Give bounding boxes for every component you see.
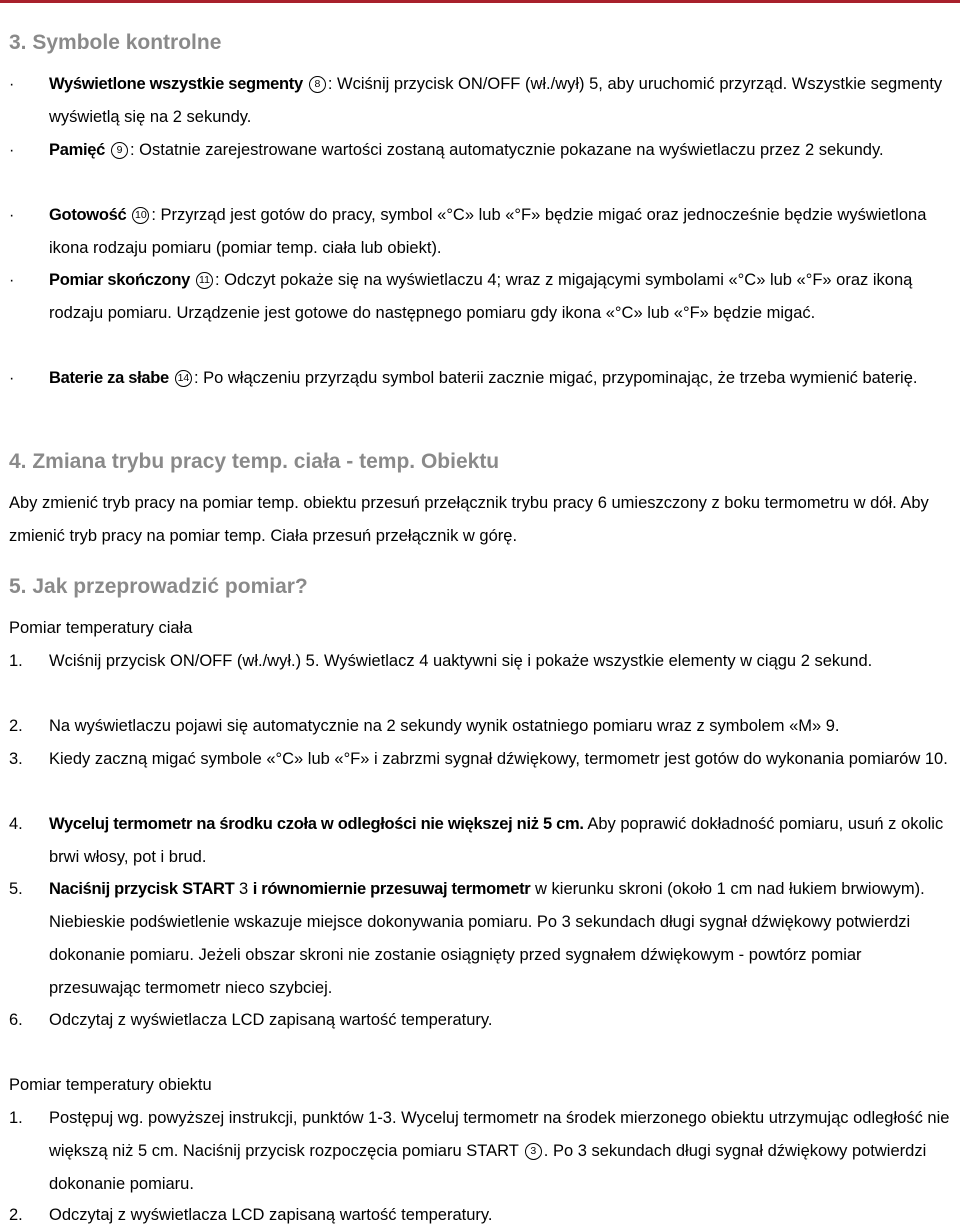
- circled-number: 10: [132, 207, 149, 224]
- bullet: ·: [9, 272, 15, 289]
- object-measurement-title: Pomiar temperatury obiektu: [9, 1076, 212, 1094]
- list-item: 1. Postępuj wg. powyższej instrukcji, punktów 1-3. Wyceluj termometr na środek mierzonego obiektu utrzymując odległość nie większą niż 5 cm. Naciśnij przycisk rozpoczęcia pomiaru START 3 . Po 3 sekundach długi sygnał dźwiękowy potwierdzi dokonanie pomiaru.: [9, 1109, 950, 1193]
- body-measurement-title: Pomiar temperatury ciała: [9, 619, 193, 637]
- list-item: 2. Na wyświetlaczu pojawi się automatycznie na 2 sekundy wynik ostatniego pomiaru wraz z symbolem «M» 9.: [9, 717, 840, 735]
- list-item: · Wyświetlone wszystkie segmenty 8 : Wciśnij przycisk ON/OFF (wł./wył) 5, aby uruchomić przyrząd. Wszystkie segmenty wyświetlą się na 2 sekundy.: [0, 68, 960, 134]
- section-4-paragraph: Aby zmienić tryb pracy na pomiar temp. obiektu przesuń przełącznik trybu pracy 6 umieszczony z boku termometru w dół. Aby zmienić tryb pracy na pomiar temp. Ciała przesuń przełącznik w górę.: [9, 494, 929, 545]
- circled-number: 11: [196, 272, 213, 289]
- circled-number: 9: [111, 142, 128, 159]
- top-rule: [0, 0, 960, 3]
- circled-number: 14: [175, 370, 192, 387]
- bullet: ·: [9, 207, 15, 224]
- list-item: 6. Odczytaj z wyświetlacza LCD zapisaną wartość temperatury.: [9, 1011, 493, 1029]
- list-item: 5. Naciśnij przycisk START 3 i równomiernie przesuwaj termometr w kierunku skroni (około 1 cm nad łukiem brwiowym). Niebieskie podświetlenie wskazuje miejsce dokonywania pomiaru. Po 3 sekundach długi sygnał dźwiękowy potwierdzi dokonanie pomiaru. Jeżeli obszar skroni nie zostanie osiągnięty przed sygnałem dźwiękowym - powtórz pomiar przesuwając termometr nieco szybciej.: [9, 880, 925, 997]
- circled-number: 3: [525, 1143, 542, 1160]
- list-item: · Gotowość 10 : Przyrząd jest gotów do pracy, symbol «°C» lub «°F» będzie migać oraz jednocześnie będzie wyświetlona ikona rodzaju pomiaru (pomiar temp. ciała lub obiekt).: [0, 199, 960, 265]
- list-item: · Pomiar skończony 11 : Odczyt pokaże się na wyświetlaczu 4; wraz z migającymi symbolami «°C» lub «°F» oraz ikoną rodzaju pomiaru. Urządzenie jest gotowe do następnego pomiaru gdy ikona «°C» lub «°F» będzie migać.: [0, 264, 960, 363]
- circled-number: 8: [309, 76, 326, 93]
- section-3-heading: 3. Symbole kontrolne: [9, 31, 222, 54]
- bullet: ·: [9, 370, 15, 387]
- section-4-heading: 4. Zmiana trybu pracy temp. ciała - temp. Obiektu: [9, 450, 500, 473]
- list-item: 1. Wciśnij przycisk ON/OFF (wł./wył.) 5. Wyświetlacz 4 uaktywni się i pokaże wszystkie elementy w ciągu 2 sekund.: [9, 652, 873, 670]
- list-item: · Pamięć 9 : Ostatnie zarejestrowane wartości zostaną automatycznie pokazane na wyświetlaczu przez 2 sekundy.: [0, 134, 960, 200]
- list-item: 4. Wyceluj termometr na środku czoła w odległości nie większej niż 5 cm. Aby poprawić dokładność pomiaru, usuń z okolic brwi włosy, pot i brud.: [9, 815, 944, 866]
- list-item: 2. Odczytaj z wyświetlacza LCD zapisaną wartość temperatury.: [9, 1206, 493, 1224]
- list-item: 3. Kiedy zaczną migać symbole «°C» lub «°F» i zabrzmi sygnał dźwiękowy, termometr jest gotów do wykonania pomiarów 10.: [9, 750, 948, 768]
- list-item: · Baterie za słabe 14 : Po włączeniu przyrządu symbol baterii zacznie migać, przypominając, że trzeba wymienić baterię.: [0, 362, 960, 428]
- bullet: ·: [9, 76, 15, 93]
- section-5-heading: 5. Jak przeprowadzić pomiar?: [9, 575, 308, 598]
- bullet: ·: [9, 142, 15, 159]
